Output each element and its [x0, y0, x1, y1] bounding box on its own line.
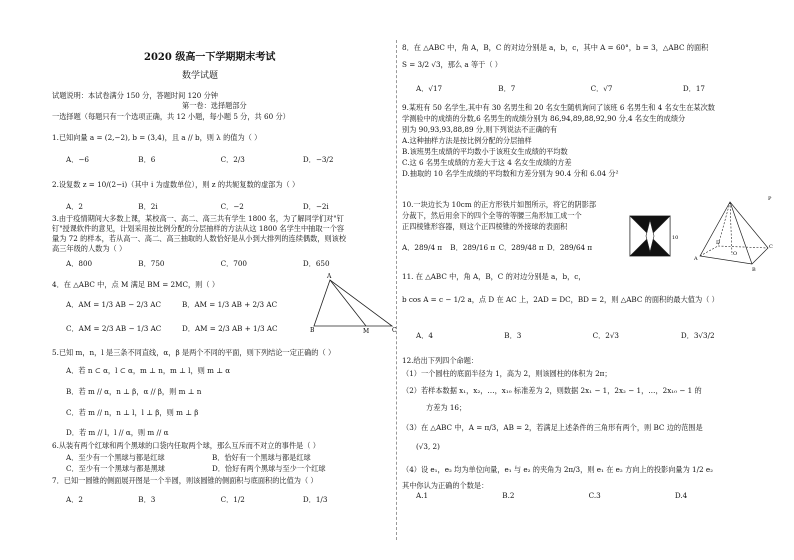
choice: C．−2 [220, 202, 244, 211]
tri-label-c: C [392, 327, 397, 334]
tri-label-a: A [327, 273, 332, 280]
triangle-figure [310, 273, 397, 335]
q1-stem: 1.已知向量 a = (2,−2), b = (3,4)，且 a // b，则 λ 的值为（ ） [52, 133, 262, 142]
q9-stem: 9.某班有 50 名学生,其中有 30 名男生和 20 名女生随机询问了该班 6 名男生和 4 名女生在某次数 [402, 103, 715, 112]
left-column [52, 0, 397, 560]
pyramid-label-p: P [768, 196, 772, 202]
q12-line: （3）在 △ABC 中，A = π/3，AB = 2，若满足上述条件的三角形有两个，则 BC 边的范围是 [402, 423, 703, 432]
pyramid-figure [694, 198, 774, 276]
choice: A．289/4 π [402, 243, 443, 252]
q3-line: 高三年级的人数为（ ） [52, 244, 127, 253]
pyramid-label-c: C [769, 244, 773, 250]
pyramid-label-o: O [733, 251, 738, 257]
pyramid-label-b: B [752, 267, 756, 273]
q12-line: 其中你认为正确的个数是： [402, 481, 489, 490]
q12-line: （4）设 e₁，e₂ 均为单位向量，e₁ 与 e₂ 的夹角为 2π/3，则 e₁ 在 e₂ 方向上的投影向量为 1/2 e₂ [402, 465, 714, 474]
instructions: 试题说明：本试卷满分 150 分，答题时间 120 分钟 [52, 91, 218, 100]
q12-line: 方差为 16； [426, 403, 467, 412]
q3-line: 量为 72 的样本，若从高一、高二、高三抽取的人数恰好是从小到大排列的连续偶数，则该校 [52, 234, 347, 243]
q5-choice-a: A．若 n ⊂ α，l ⊂ α，m ⊥ n，m ⊥ l，则 m ⊥ α [66, 366, 231, 375]
choice: B．7 [498, 84, 516, 93]
q9-line: 别为 90,93,93,88,89 分,则下列说法不正确的有 [402, 125, 558, 134]
choice: B．6 [138, 155, 156, 164]
choice: C．2/3 [220, 155, 245, 164]
choice: C．2√3 [592, 331, 620, 340]
q4-choice-c: C．AM = 2/3 AB − 1/3 AC [66, 324, 162, 333]
q6-stem: 6.从装有两个红球和两个黑球的口袋内任取两个球，那么互斥而不对立的事件是（ ） [52, 441, 320, 450]
q6-choice-a: A．至少有一个黑球与都是红球 [66, 453, 165, 462]
choice: B．3 [138, 495, 156, 504]
choice: A.1 [416, 491, 429, 500]
q11-choices [416, 331, 741, 340]
q6-choice-c: C．至少有一个黑球与都是黑球 [66, 464, 165, 473]
choice: C．√7 [590, 84, 613, 93]
q10-line: 分裁下，然后用余下的四个全等的等腰三角形加工成一个 [402, 211, 582, 220]
q5-choice-d: D．若 m // l，l // α，则 m // α [66, 428, 169, 437]
choice: D．650 [302, 259, 330, 268]
q8-stem: 8．在 △ABC 中，角 A，B，C 的对边分别是 a，b，c，其中 A = 60°，b = 3，△ABC 的面积 [402, 43, 709, 52]
q1-choices [66, 155, 363, 164]
q10-line: 正四棱锥形容器，则这个正四棱锥的外接球的表面积 [402, 222, 568, 231]
q4-stem: 4．在 △ABC 中，点 M 满足 BM = 2MC，则（ ） [52, 280, 220, 289]
choice: D.4 [674, 491, 688, 500]
choice: D．−2i [302, 202, 329, 211]
q8-choices [416, 84, 743, 93]
choice: A．√17 [416, 84, 443, 93]
q9-option-c: C.这 6 名男生成绩的方差大于这 4 名女生成绩的方差 [402, 158, 572, 167]
q4-choice-b: B．AM = 1/3 AB + 2/3 AC [182, 300, 278, 309]
choice: A．2 [66, 202, 83, 211]
tri-label-b: B [310, 327, 315, 334]
choice: C.3 [588, 491, 601, 500]
q9-option-d: D.抽取的 10 名学生成绩的平均数和方差分别为 90.4 分和 6.04 分² [402, 169, 619, 178]
q11-line: b cos A = c − 1/2 a，点 D 在 AC 上，2AD = DC，BD = 2，则 △ABC 的面积的最大值为（ ） [402, 295, 719, 304]
q3-stem: 3.由于疫情期间大多数上课，某校高一、高二、高三共有学生 1800 名，为了解同学们对"钉 [52, 214, 344, 223]
q8-line: S = 3/2 √3，那么 a 等于（ ） [402, 60, 502, 69]
choice: C．700 [220, 259, 247, 268]
q5-choice-c: C．若 m // n，n ⊥ l，l ⊥ β，则 m ⊥ β [66, 408, 199, 417]
q7-stem: 7．已知一圆锥的侧面展开图是一个半圆，则该圆锥的侧面积与底面积的比值为（ ） [52, 476, 318, 485]
choice: D．−3/2 [302, 155, 334, 164]
choice: C．289/48 π [498, 243, 544, 252]
q12-line: （2）若样本数据 x₁，x₂，…，x₁₀ 标准差为 2，则数据 2x₁ − 1，2x₂ − 1，…，2x₁₀ − 1 的 [402, 386, 702, 395]
choice: A．800 [66, 259, 93, 268]
part-heading: 第一卷：选择题部分 [182, 101, 247, 110]
q3-choices [66, 259, 363, 268]
q9-option-a: A.这种抽样方法是按比例分配的分层抽样 [402, 136, 532, 145]
pyramid-label-a: A [694, 256, 698, 262]
q6-choice-b: B．恰好有一个黑球与都是红球 [212, 453, 311, 462]
choice: D．3√3/2 [680, 331, 715, 340]
choice: A．−6 [66, 155, 89, 164]
exam-subject: 数学试题 [182, 71, 219, 81]
q4-choice-a: A．AM = 1/3 AB − 2/3 AC [66, 300, 161, 309]
choice: A．2 [66, 495, 83, 504]
choice: C．1/2 [220, 495, 245, 504]
q10-stem: 10.一块边长为 10cm 的正方形铁片如图所示，将它的阴影部 [402, 200, 597, 209]
q7-choices [66, 495, 363, 504]
right-column [402, 0, 780, 560]
q10-choices [402, 243, 607, 252]
pyramid-label-d: D [716, 240, 721, 246]
q9-line: 学测验中的成绩的分数,6 名男生的成绩分别为 86,94,89,88,92,90 分,4 名女生的成绩分 [402, 114, 686, 123]
choice: B．289/16 π [450, 243, 496, 252]
choice: D．1/3 [302, 495, 328, 504]
q2-choices [66, 202, 363, 211]
q3-line: 钉"授课软件的意见，计划采用按比例分配的分层抽样的方法从这 1800 名学生中抽取一个容 [52, 224, 345, 233]
choice: A．4 [416, 331, 433, 340]
q12-stem: 12.给出下列四个命题： [402, 356, 479, 365]
column-divider [396, 40, 397, 540]
q5-choice-b: B．若 m // α，n ⊥ β，α // β，则 m ⊥ n [66, 387, 202, 396]
q11-stem: 11. 在 △ABC 中，角 A，B，C 的对边分别是 a，b，c， [402, 272, 586, 281]
q2-stem: 2.设复数 z = 10/(2−i)（其中 i 为虚数单位），则 z 的共轭复数的虚部为（ ） [52, 180, 300, 189]
q5-stem: 5.已知 m，n，l 是三条不同直线，α，β 是两个不同的平面，则下列结论一定正确的（ ） [52, 348, 336, 357]
q4-choice-d: D．AM = 2/3 AB + 1/3 AC [182, 324, 278, 333]
q12-choices [416, 491, 735, 500]
choice: B．750 [138, 259, 165, 268]
q6-choice-d: D．恰好有两个黑球与至少一个红球 [212, 464, 326, 473]
tri-label-m: M [363, 328, 370, 335]
square-side-label: 10 [672, 235, 679, 241]
choice: B．2i [138, 202, 158, 211]
square-pattern-figure [628, 214, 679, 266]
choice: B.2 [502, 491, 515, 500]
q9-option-b: B.该班男生成绩的平均数小于该班女生成绩的平均数 [402, 147, 568, 156]
choice: D．17 [682, 84, 705, 93]
choice: B．3 [504, 331, 522, 340]
q12-line: (√3, 2) [416, 442, 440, 451]
section-heading: 一选择题（每题只有一个选项正确，共 12 小题，每小题 5 分，共 60 分） [52, 112, 290, 121]
exam-title: 2020 级高一下学期期末考试 [144, 52, 276, 63]
q12-line: （1）一个圆柱的底面半径为 1，高为 2，则该圆柱的体积为 2π； [402, 369, 612, 378]
choice: D．289/64 π [546, 243, 593, 252]
